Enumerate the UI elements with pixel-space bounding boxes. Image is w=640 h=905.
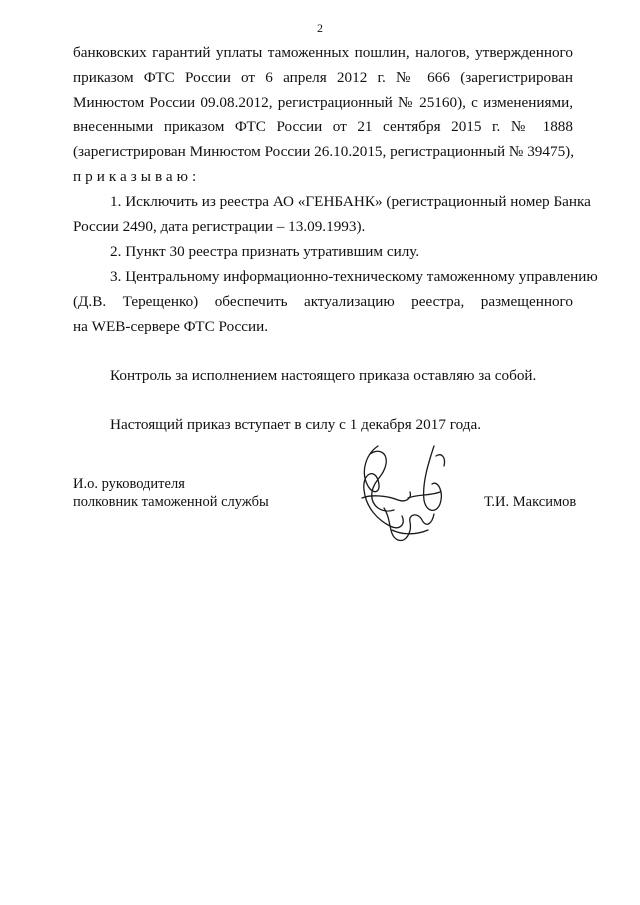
effective-date-statement: Настоящий приказ вступает в силу с 1 декабря 2017 года. <box>110 416 481 433</box>
control-statement: Контроль за исполнением настоящего приказа оставляю за собой. <box>110 367 537 384</box>
body-line: (зарегистрирован Минюстом России 26.10.2015, регистрационный № 39475), <box>73 143 575 160</box>
item-3-line-2: (Д.В. Терещенко) обеспечить актуализацию реестра, размещенного <box>73 293 573 310</box>
signatory-name: Т.И. Максимов <box>484 494 577 510</box>
item-1-line-1: 1. Исключить из реестра АО «ГЕНБАНК» (регистрационный номер Банка <box>110 193 591 210</box>
item-3-line-3: на WEB-сервере ФТС России. <box>73 318 269 335</box>
item-3-line-1: 3. Центральному информационно-техническому таможенному управлению <box>110 268 598 285</box>
prikazyvayu-word: приказываю: <box>73 168 201 185</box>
signatory-position-line-1: И.о. руководителя <box>73 476 185 492</box>
body-line: приказом ФТС России от 6 апреля 2012 г. № 666 (зарегистрирован <box>73 69 573 86</box>
body-line: Минюстом России 09.08.2012, регистрационный № 25160), с изменениями, <box>73 94 573 111</box>
handwritten-signature <box>348 434 458 554</box>
signatory-position-line-2: полковник таможенной службы <box>73 494 269 510</box>
item-1-line-2: России 2490, дата регистрации – 13.09.1993). <box>73 218 366 235</box>
body-line: банковских гарантий уплаты таможенных пошлин, налогов, утвержденного <box>73 44 573 61</box>
item-2: 2. Пункт 30 реестра признать утратившим силу. <box>110 243 420 260</box>
page-number: 2 <box>317 21 323 35</box>
signatory-position <box>73 475 269 511</box>
body-line: внесенными приказом ФТС России от 21 сентября 2015 г. № 1888 <box>73 118 573 135</box>
